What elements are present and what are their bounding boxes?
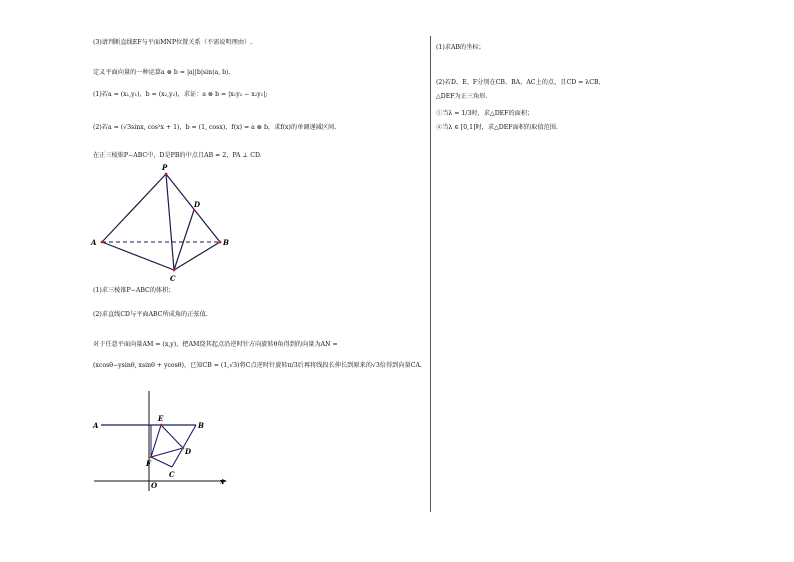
text-line-lambda-third: ①当λ = 1/3时，求△DEF的面积； [436, 110, 534, 117]
label-o: O [151, 481, 158, 490]
text-line-equilateral: △DEF为正三角形. [436, 93, 488, 100]
label-b: B [198, 421, 204, 430]
tetrahedron-figure [88, 160, 238, 286]
text-line-volume-question: (1)求三棱锥P−ABC的体积； [93, 287, 175, 294]
edge-pb [166, 174, 220, 242]
label-d: D [185, 447, 192, 456]
text-line-ab-coords: (1)求AB的坐标； [436, 44, 485, 51]
text-line-rotation-def: 对于任意平面向量AM = (x,y)，把AM绕其起点沿逆时针方向旋转θ角得到的向量为AN = [93, 341, 338, 348]
edge-pa [102, 174, 166, 242]
edge-bc [174, 242, 220, 270]
text-line-part2-fx: (2)若a = (√3sinx, cos²x + 1)，b = (1, cosx)，f(x) = a ⊗ b，求f(x)的单调递减区间. [93, 124, 337, 131]
segment-ef [151, 425, 161, 457]
text-line-proof-part1: (1)若a = (x₁,y₁)，b = (x₂,y₂)，求证：a ⊗ b = |x₁y₂ − x₂y₁|; [93, 91, 268, 98]
edge-pc [166, 174, 174, 270]
label-a: A [93, 421, 99, 430]
text-line-ef-mnp: (3)请判断直线EF与平面MNP位置关系（不需说明理由）. [93, 39, 253, 46]
coordinate-figure [88, 383, 238, 493]
text-line-tetrahedron-intro: 在正三棱锥P−ABC中，D是PB的中点且AB = 2，PA ⊥ CD. [93, 152, 262, 159]
text-line-sine-question: (2)求直线CD与平面ABC所成角的正弦值. [93, 311, 208, 318]
label-p: P [162, 163, 168, 172]
label-b: B [223, 238, 229, 247]
label-c: C [170, 274, 176, 283]
label-c: C [169, 470, 175, 479]
label-f: F [146, 459, 151, 468]
label-a: A [91, 238, 97, 247]
text-line-lambda-range: ②当λ ∈ [0,1]时，求△DEF面积的取值范围. [436, 124, 558, 131]
text-line-def-points: (2)若D、E、F分别在CB、BA、AC上的点，且CD = λCB， [436, 79, 605, 86]
segment-bc [172, 425, 196, 467]
text-line-vector-operation-def: 定义平面向量的一种运算a ⊗ b = |a||b|sin⟨a, b⟩. [93, 69, 231, 76]
column-divider [430, 36, 431, 512]
label-d: D [194, 200, 201, 209]
segment-fc [151, 457, 172, 467]
edge-cd [174, 210, 194, 270]
text-line-rotation-given: (xcosθ−ysinθ, xsinθ + ycosθ)，已知CB = (1,√3)将C点逆时针旋转π/3后再将线段长伸长到原来的√3倍得到向量CA. [93, 362, 422, 369]
label-x: x [220, 477, 225, 486]
segment-ed [161, 425, 183, 448]
edge-ac [102, 242, 174, 270]
label-e: E [158, 414, 164, 423]
